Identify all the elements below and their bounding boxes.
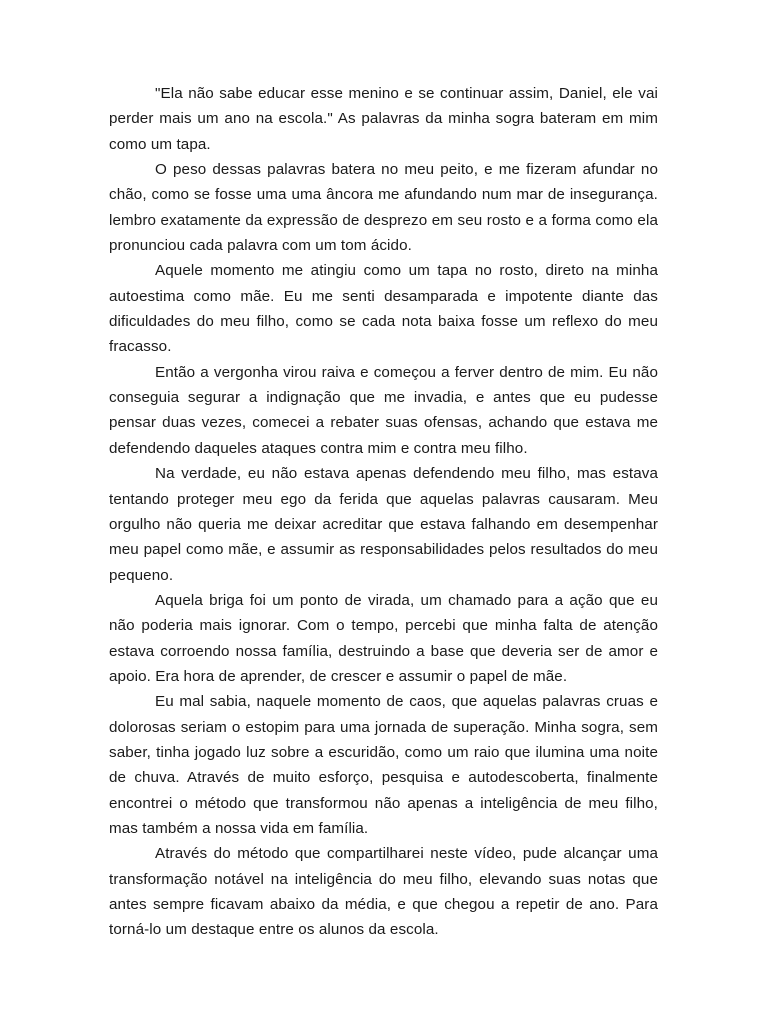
- paragraph-6: Aquela briga foi um ponto de virada, um chamado para a ação que eu não poderia mais ignorar. Com o tempo, percebi que minha falta de atenção estava corroendo nossa família, destruindo a base que deveria ser de amor e apoio. Era hora de aprender, de crescer e assumir o papel de mãe.: [109, 591, 658, 685]
- paragraph-2: O peso dessas palavras batera no meu peito, e me fizeram afundar no chão, como se fosse uma uma âncora me afundando num mar de insegurança. lembro exatamente da expressão de desprezo em seu rosto e a forma como ela pronunciou cada palavra com um tom ácido.: [109, 161, 658, 255]
- paragraph-5: Na verdade, eu não estava apenas defendendo meu filho, mas estava tentando proteger meu ego da ferida que aquelas palavras causaram. Meu orgulho não queria me deixar acreditar que estava falhando em desempenhar meu papel como mãe, e assumir as responsabilidades pelos resultados do meu pequeno.: [109, 465, 658, 584]
- paragraph-7: Eu mal sabia, naquele momento de caos, que aquelas palavras cruas e dolorosas seriam o estopim para uma jornada de superação. Minha sogra, sem saber, tinha jogado luz sobre a escuridão, como um raio que ilumina uma noite de chuva. Através de muito esforço, pesquisa e autodescoberta, finalmente encontrei o método que transformou não apenas a inteligência de meu filho, mas também a nossa vida em família.: [109, 693, 658, 837]
- paragraph-3: Aquele momento me atingiu como um tapa no rosto, direto na minha autoestima como mãe. Eu me senti desamparada e impotente diante das dificuldades do meu filho, como se cada nota baixa fosse um reflexo do meu fracasso.: [109, 262, 658, 356]
- paragraph-4: Então a vergonha virou raiva e começou a ferver dentro de mim. Eu não conseguia segurar a indignação que me invadia, e antes que eu pudesse pensar duas vezes, comecei a rebater suas ofensas, achando que estava me defendendo daqueles ataques contra mim e contra meu filho.: [109, 363, 658, 457]
- paragraph-1: "Ela não sabe educar esse menino e se continuar assim, Daniel, ele vai perder mais um ano na escola." As palavras da minha sogra bateram em mim como um tapa.: [109, 85, 658, 153]
- paragraph-8: Através do método que compartilharei neste vídeo, pude alcançar uma transformação notável na inteligência do meu filho, elevando suas notas que antes sempre ficavam abaixo da média, e que chegou a repetir de ano. Para torná-lo um destaque entre os alunos da escola.: [109, 845, 658, 939]
- body-text: [109, 81, 658, 943]
